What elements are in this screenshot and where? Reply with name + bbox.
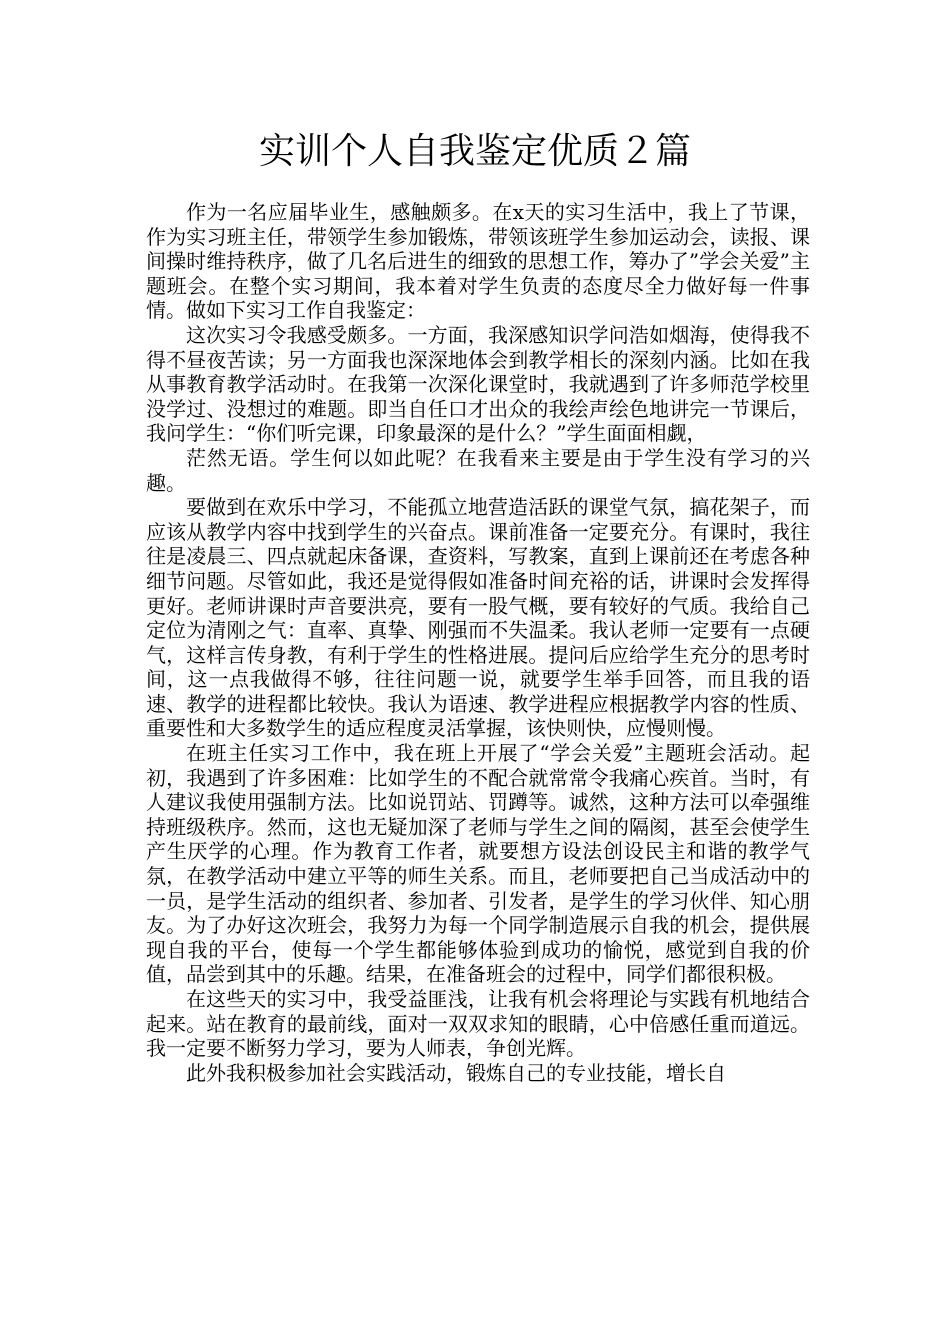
paragraph: 作为一名应届毕业生，感触颇多。在x天的实习生活中，我上了节课，作为实习班主任，带领学生参加锻炼，带领该班学生参加运动会，读报、课间操时维持秩序，做了几名后进生的细致的思想工作，筹办了”学会关爱”主题班会。在整个实习期间，我本着对学生负责的态度尽全力做好每一件事情。做如下实习工作自我鉴定：	[146, 200, 810, 323]
document-body	[146, 200, 810, 1085]
paragraph: 茫然无语。学生何以如此呢？在我看来主要是由于学生没有学习的兴趣。	[146, 445, 810, 495]
paragraph: 这次实习令我感受颇多。一方面，我深感知识学问浩如烟海，使得我不得不昼夜苦读；另一方面我也深深地体会到教学相长的深刻内涵。比如在我从事教育教学活动时。在我第一次深化课堂时，我就遇到了许多师范学校里没学过、没想过的难题。即当自任口才出众的我绘声绘色地讲完一节课后，我问学生：“你们听完课，印象最深的是什么？”学生面面相觑，	[146, 322, 810, 446]
paragraph: 要做到在欢乐中学习，不能孤立地营造活跃的课堂气氛，搞花架子，而应该从教学内容中找到学生的兴奋点。课前准备一定要充分。有课时，我往往是凌晨三、四点就起床备课，查资料，写教案，直到上课前还在考虑各种细节问题。尽管如此，我还是觉得假如准备时间充裕的话，讲课时会发挥得更好。老师讲课时声音要洪亮，要有一股气概，要有较好的气质。我给自己定位为清刚之气：直率、真挚、刚强而不失温柔。我认老师一定要有一点硬气，这样言传身教，有利于学生的性格进展。提问后应给学生充分的思考时间，这一点我做得不够，往往问题一说，就要学生举手回答，而且我的语速、教学的进程都比较快。我认为语速、教学进程应根据教学内容的性质、重要性和大多数学生的适应程度灵活掌握，该快则快，应慢则慢。	[146, 495, 810, 741]
document-title: 实训个人自我鉴定优质２篇	[258, 131, 691, 172]
paragraph: 在这些天的实习中，我受益匪浅，让我有机会将理论与实践有机地结合起来。站在教育的最前线，面对一双双求知的眼睛，心中倍感任重而道远。我一定要不断努力学习，要为人师表，争创光辉。	[146, 987, 810, 1061]
paragraph: 此外我积极参加社会实践活动，锻炼自己的专业技能，增长自	[186, 1060, 726, 1085]
paragraph: 在班主任实习工作中，我在班上开展了“学会关爱”主题班会活动。起初，我遇到了许多困难：比如学生的不配合就常常令我痛心疾首。当时，有人建议我使用强制方法。比如说罚站、罚蹲等。诚然，这种方法可以牵强维持班级秩序。然而，这也无疑加深了老师与学生之间的隔阂，甚至会使学生产生厌学的心理。作为教育工作者，就要想方设法创设民主和谐的教学气氛，在教学活动中建立平等的师生关系。而且，老师要把自己当成活动中的一员，是学生活动的组织者、参加者、引发者，是学生的学习伙伴、知心朋友。为了办好这次班会，我努力为每一个同学制造展示自我的机会，提供展现自我的平台，使每一个学生都能够体验到成功的愉悦，感觉到自我的价值，品尝到其中的乐趣。结果，在准备班会的过程中，同学们都很积极。	[146, 741, 810, 987]
